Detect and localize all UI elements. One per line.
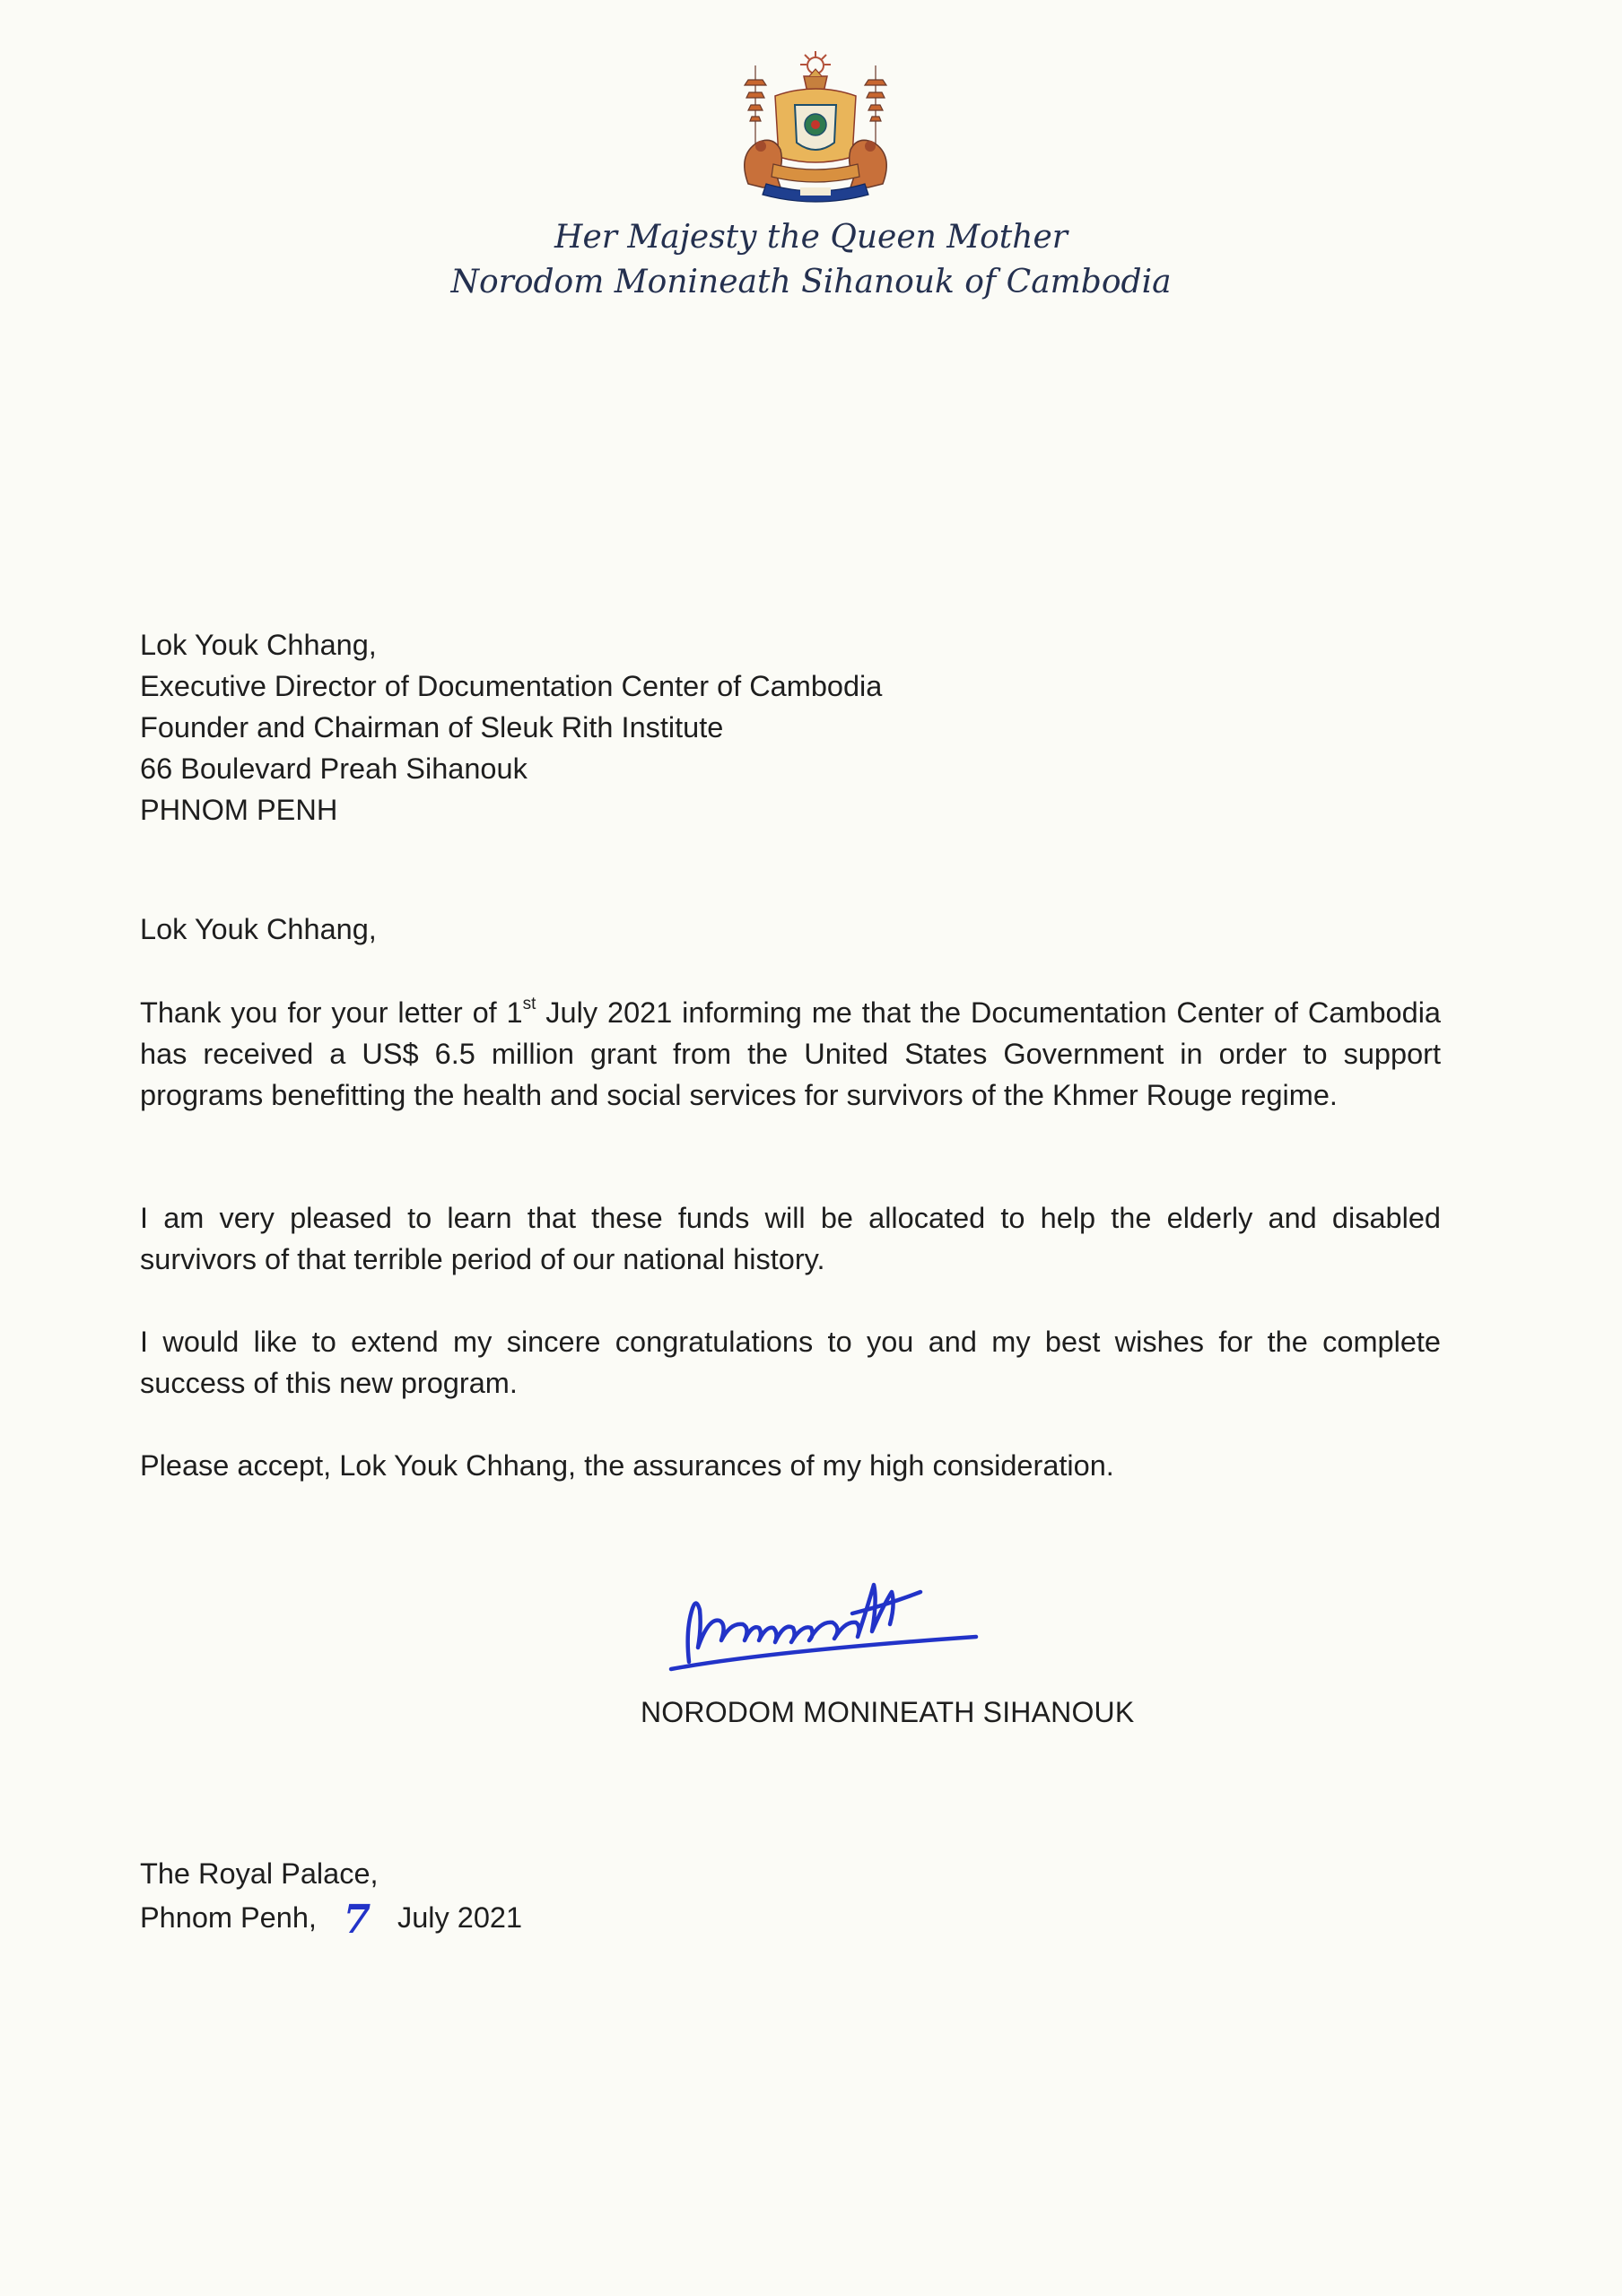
body-paragraph-2: I am very pleased to learn that these funds will be allocated to help the elderly and disabled survivors of that terrible period of our national history. <box>140 1202 1441 1275</box>
place-line: The Royal Palace, <box>140 1857 379 1890</box>
p1-rest: July 2021 informing me that the Documentation Center of Cambodia has received a US$ 6.5 million grant from the United States Government in order to support programs benefitting the health and social services for survivors of the Khmer Rouge regime. <box>140 996 1441 1111</box>
recipient-line: Lok Youk Chhang, <box>140 629 377 661</box>
letterhead-title: Her Majesty the Queen Mother <box>554 219 1068 256</box>
date-line <box>140 1894 523 1943</box>
closing-place-date <box>140 1853 523 1943</box>
city: Phnom Penh, <box>140 1901 317 1934</box>
handwritten-signature <box>662 1565 985 1673</box>
signer-name: NORODOM MONINEATH SIHANOUK <box>641 1696 1135 1728</box>
royal-crest-icon <box>721 49 910 206</box>
salutation: Lok Youk Chhang, <box>140 913 377 945</box>
letterhead-name: Norodom Monineath Sihanouk of Cambodia <box>450 264 1172 300</box>
handwritten-day: 7 <box>343 1897 371 1943</box>
body-paragraph-1 <box>140 992 1441 1116</box>
recipient-address <box>140 624 1441 831</box>
p1-start: Thank you for your letter of 1 <box>140 996 523 1029</box>
body-paragraph-4: Please accept, Lok Youk Chhang, the assurances of my high consideration. <box>140 1449 1114 1482</box>
p1-ordinal-suffix: st <box>522 995 536 1014</box>
recipient-line: Founder and Chairman of Sleuk Rith Institute <box>140 711 724 744</box>
month-year: July 2021 <box>397 1901 523 1934</box>
recipient-line: 66 Boulevard Preah Sihanouk <box>140 752 528 785</box>
recipient-line: Executive Director of Documentation Center of Cambodia <box>140 670 883 702</box>
letterhead <box>0 215 1622 305</box>
recipient-line: PHNOM PENH <box>140 794 338 826</box>
body-paragraph-3: I would like to extend my sincere congratulations to you and my best wishes for the complete success of this new program. <box>140 1326 1441 1399</box>
